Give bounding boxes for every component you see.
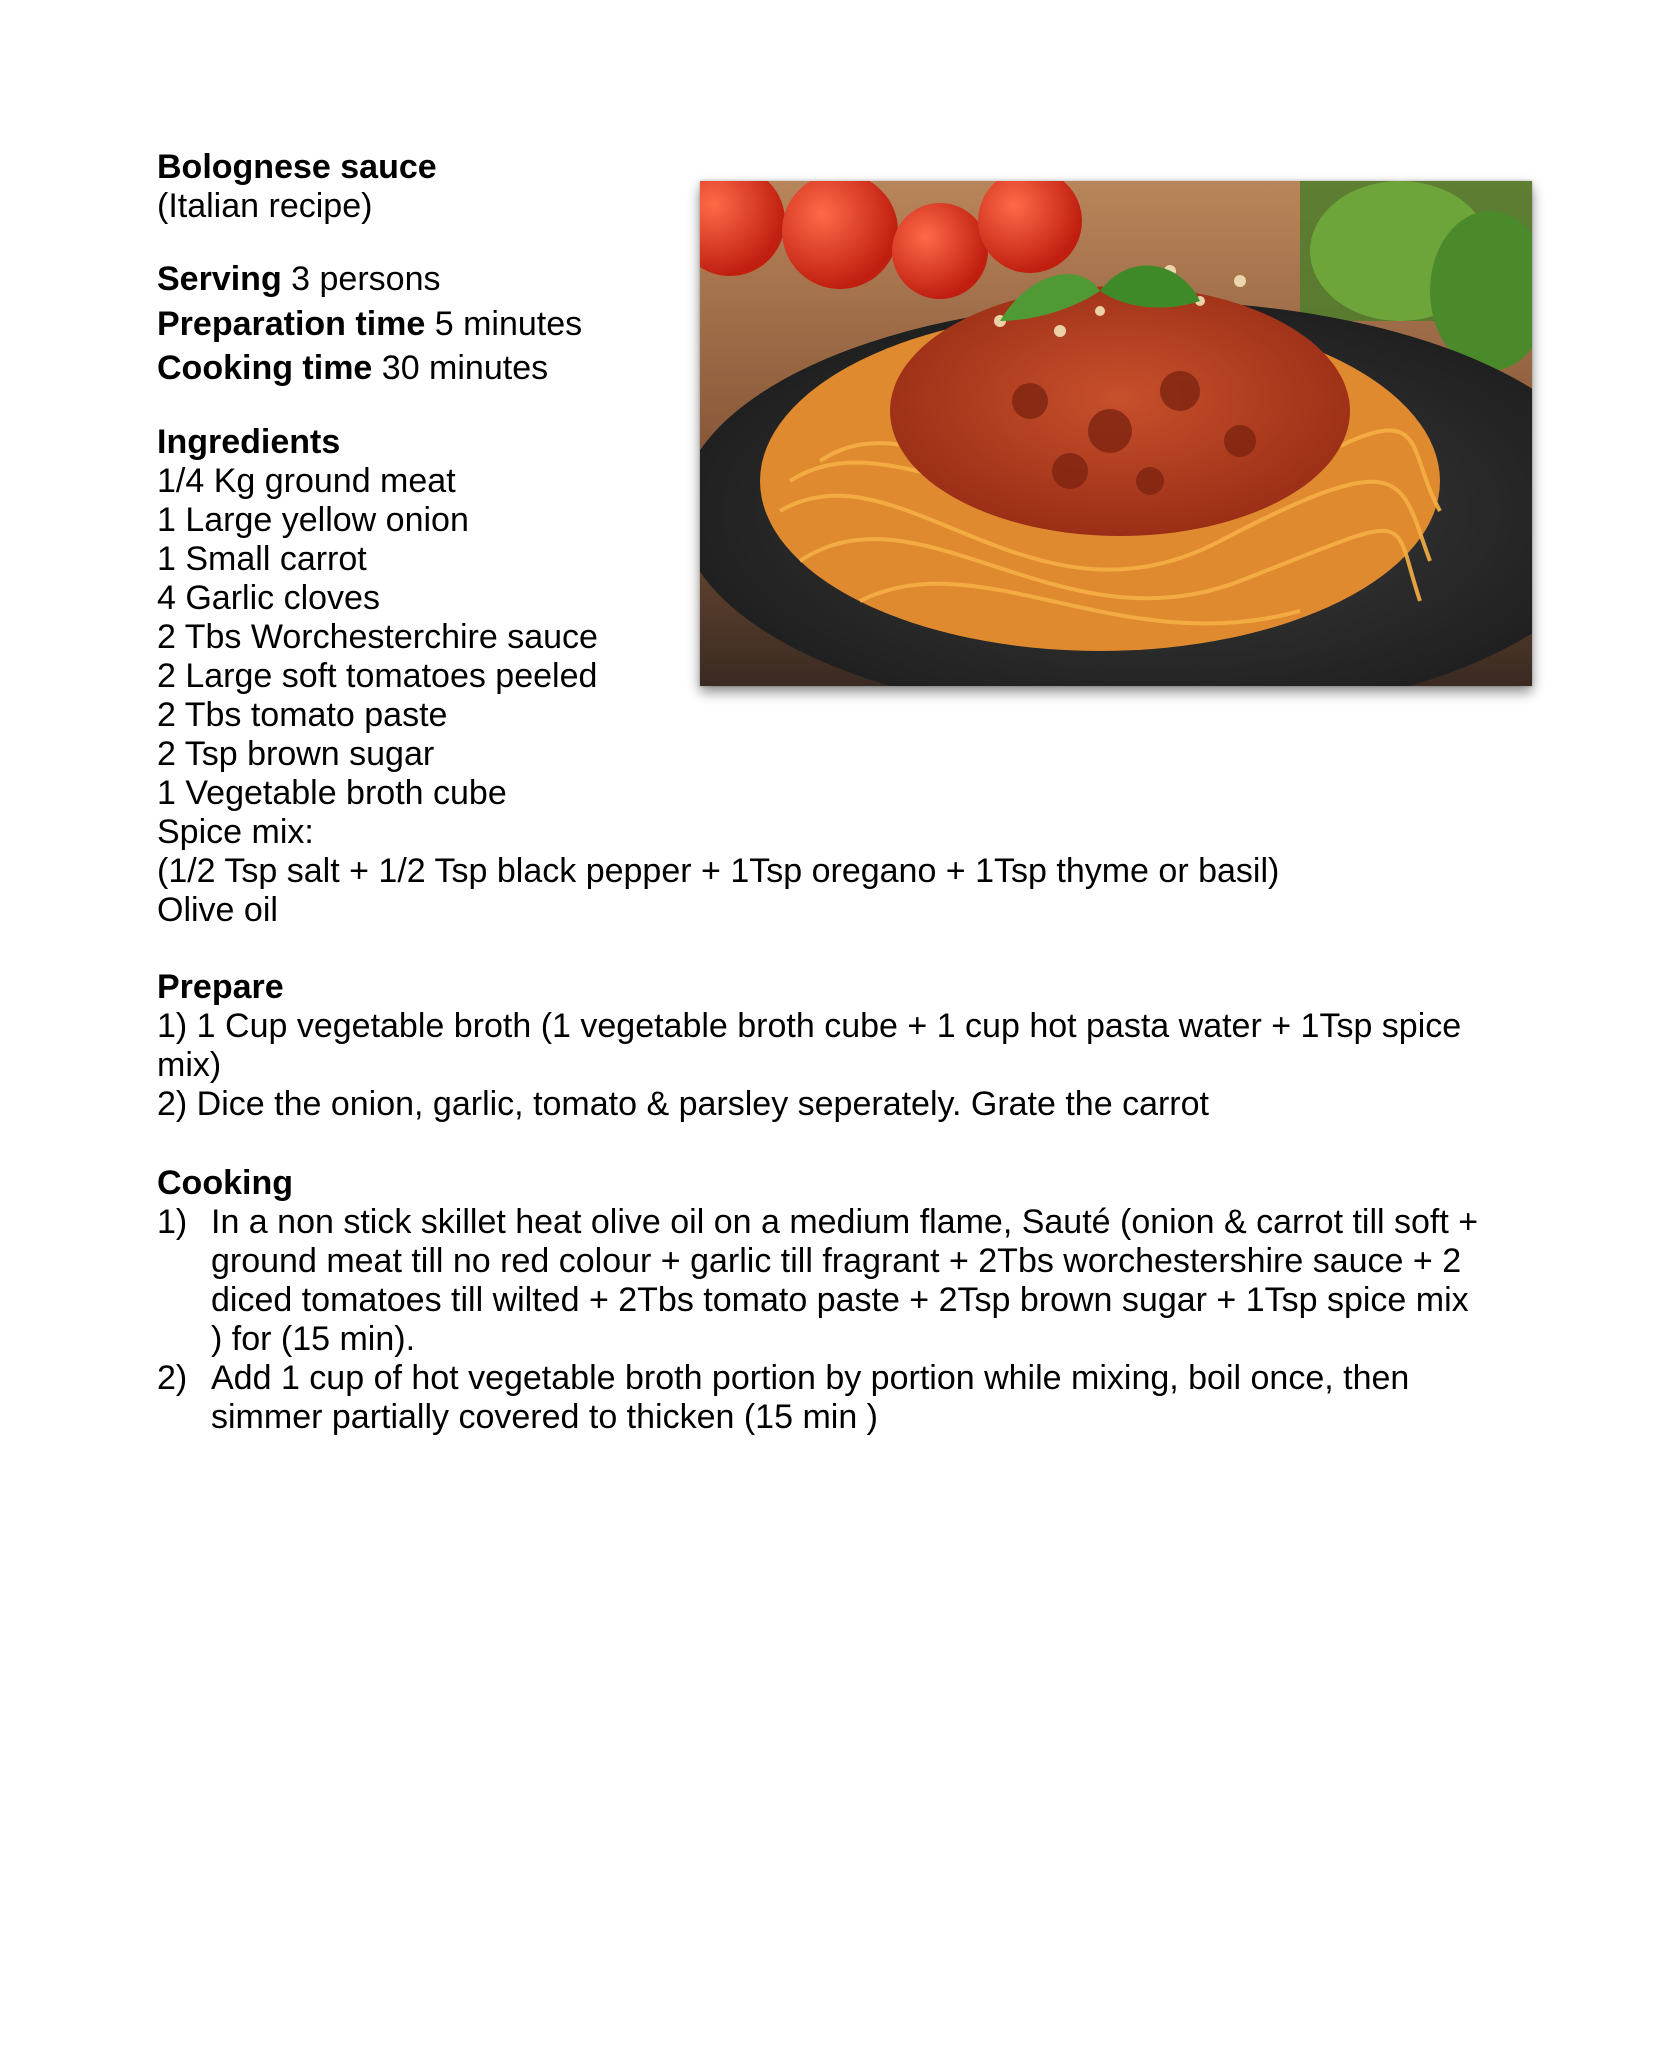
ingredient-item: 2 Large soft tomatoes peeled [157, 656, 598, 695]
prepare-section [157, 968, 1487, 1124]
prepare-step: 1) 1 Cup vegetable broth (1 vegetable broth cube + 1 cup hot pasta water + 1Tsp spice [157, 1006, 1462, 1045]
ingredient-item: Olive oil [157, 890, 278, 929]
prep-time-label: Preparation time [157, 304, 426, 343]
cook-time-value: 30 minutes [372, 349, 549, 387]
ingredient-item: 2 Tbs Worchesterchire sauce [157, 617, 598, 656]
prepare-step: 2) Dice the onion, garlic, tomato & parsley seperately. Grate the carrot [157, 1084, 1209, 1123]
prepare-step: mix) [157, 1045, 222, 1084]
ingredient-item: 4 Garlic cloves [157, 578, 380, 617]
ingredient-item: 1 Small carrot [157, 539, 367, 578]
ingredient-item: 2 Tbs tomato paste [157, 695, 448, 734]
cooking-step [157, 1359, 1487, 1437]
ingredient-item: 1 Vegetable broth cube [157, 773, 507, 812]
spaghetti-bolognese-photo [700, 181, 1532, 686]
cook-time-label: Cooking time [157, 349, 373, 387]
prepare-heading: Prepare [157, 967, 284, 1006]
recipe-title: Bolognese sauce [157, 148, 437, 186]
ingredient-item: (1/2 Tsp salt + 1/2 Tsp black pepper + 1Tsp oregano + 1Tsp thyme or basil) [157, 851, 1280, 890]
cooking-step [157, 1203, 1487, 1359]
step-number: 1) [157, 1202, 188, 1241]
step-text: In a non stick skillet heat olive oil on a medium flame, Sauté (onion & carrot till soft + ground meat till no red colour + garlic till fragrant + 2Tbs worchestershire sauce + 2 diced tomatoes till wilted + 2Tbs tomato paste + 2Tsp brown sugar + 1Tsp spice mix ) for (15 min). [211, 1202, 1479, 1358]
ingredient-item: Spice mix: [157, 812, 314, 851]
cooking-section [157, 1164, 1487, 1437]
ingredient-item: 1 Large yellow onion [157, 500, 469, 539]
ingredient-item: 1/4 Kg ground meat [157, 461, 456, 500]
prep-time-value: 5 minutes [425, 304, 583, 343]
step-number: 2) [157, 1358, 188, 1397]
serving-value: 3 persons [281, 260, 441, 298]
ingredient-item: 2 Tsp brown sugar [157, 734, 435, 773]
serving-label: Serving [157, 260, 282, 298]
step-text: Add 1 cup of hot vegetable broth portion by portion while mixing, boil once, then simmer partially covered to thicken (15 min ) [211, 1358, 1410, 1436]
recipe-subtitle: (Italian recipe) [157, 187, 373, 225]
cooking-heading: Cooking [157, 1163, 293, 1202]
ingredients-heading: Ingredients [157, 422, 341, 461]
